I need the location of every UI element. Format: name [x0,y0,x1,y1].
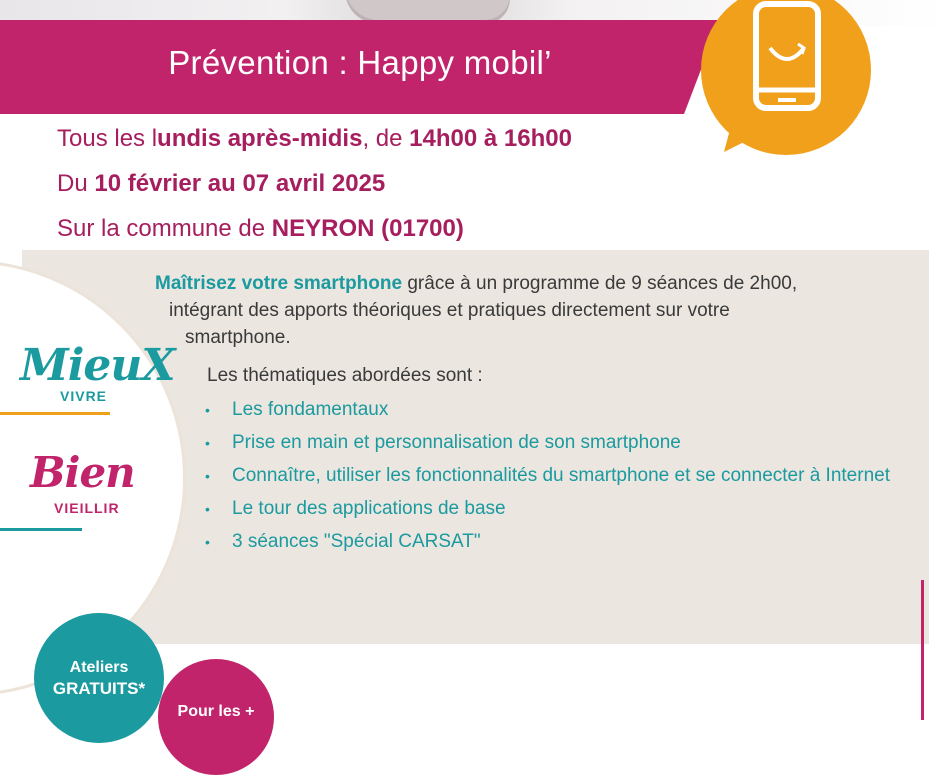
list-item: • Le tour des applications de base [205,496,905,522]
logo-mieux: MieuX [20,340,175,391]
free-workshops-badge: Ateliers GRATUITS* [34,613,164,743]
themes-list [205,397,905,562]
accent-line [921,580,924,720]
logo-bien: Bien [30,448,135,497]
bullet-icon: • [205,468,210,484]
program-description: Maîtrisez votre smartphone grâce à un programme de 9 séances de 2h00, intégrant des apports théoriques et pratiques directement sur votre smartphone. [155,273,798,348]
list-item: • Les fondamentaux [205,397,905,423]
schedule-days: Tous les lundis après-midis, de 14h00 à 16h00 [57,125,572,152]
bullet-icon: • [205,501,210,517]
logo-vieillir: VIEILLIR [54,500,120,516]
list-item: • Prise en main et personnalisation de son smartphone [205,430,905,456]
smartphone-smile-icon [698,0,874,158]
divider-teal [0,528,82,531]
bullet-icon: • [205,402,210,418]
list-item: • 3 séances "Spécial CARSAT" [205,529,905,555]
divider-orange [0,412,110,415]
schedule-dates: Du 10 février au 07 avril 2025 [57,170,386,197]
bullet-icon: • [205,534,210,550]
bullet-icon: • [205,435,210,451]
age-badge: Pour les + [158,659,274,775]
program-lead: Maîtrisez votre smartphone [155,273,403,294]
themes-heading: Les thématiques abordées sont : [207,365,483,386]
list-item: • Connaître, utiliser les fonctionnalités du smartphone et se connecter à Internet [205,463,905,489]
schedule-location: Sur la commune de NEYRON (01700) [57,215,464,242]
logo-vivre: VIVRE [60,388,108,404]
page-title: Prévention : Happy mobil’ [168,44,552,81]
